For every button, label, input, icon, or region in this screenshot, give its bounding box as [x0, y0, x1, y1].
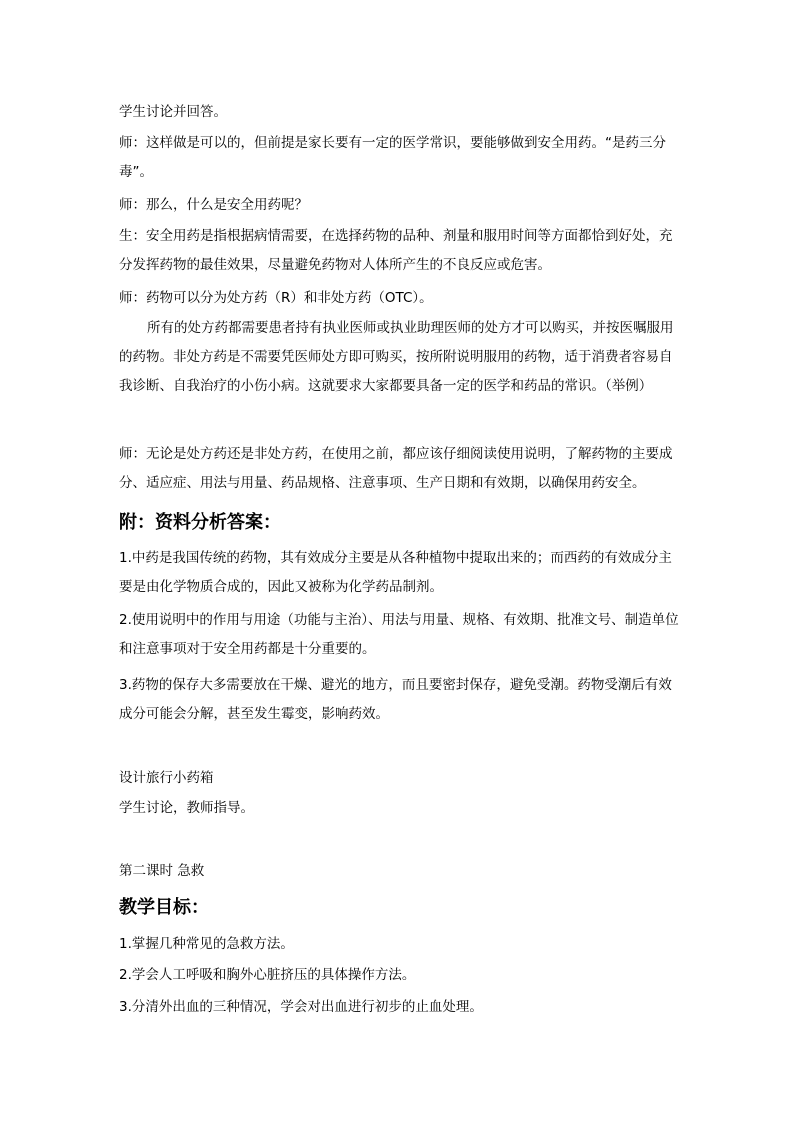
paragraph-student-answer: 生：安全用药是指根据病情需要，在选择药物的品种、剂量和服用时间等方面都恰到好处，充分发挥药物的最佳效果，尽量避免药物对人体所产生的不良反应或危害。	[119, 228, 673, 273]
lesson-title: 第二课时 急救	[119, 863, 205, 879]
answer-item-1: 1.中药是我国传统的药物，其有效成分主要是从各种植物中提取出来的；而西药的有效成分主要是由化学物质合成的，因此又被称为化学药品制剂。	[119, 550, 672, 595]
goal-item-3: 3.分清外出血的三种情况，学会对出血进行初步的止血处理。	[119, 999, 483, 1015]
goal-item-2: 2.学会人工呼吸和胸外心脏挤压的具体操作方法。	[119, 967, 416, 983]
heading-answers: 附：资料分析答案：	[119, 512, 281, 533]
answer-item-2: 2.使用说明中的作用与用途（功能与主治）、用法与用量、规格、有效期、批准文号、制造单位和注意事项对于安全用药都是十分重要的。	[119, 612, 679, 657]
paragraph-travel-kit: 学生讨论，教师指导。	[119, 800, 254, 816]
answer-item-3: 3.药物的保存大多需要放在干燥、避光的地方，而且要密封保存，避免受潮。药物受潮后有效成分可能会分解，甚至发生霉变，影响药效。	[119, 677, 672, 722]
goal-item-1: 1.掌握几种常见的急救方法。	[119, 936, 294, 952]
section-title-travel-kit: 设计旅行小药箱	[119, 770, 214, 786]
paragraph-prescription-explanation: 所有的处方药都需要患者持有执业医师或执业助理医师的处方才可以购买，并按医嘱服用的药物。非处方药是不需要凭医师处方即可购买，按所附说明服用的药物，适于消费者容易自我诊断、自我治疗的小伤小病。这就要求大家都要具备一定的医学和药品的常识。（举例）	[119, 320, 674, 394]
paragraph-drug-classes: 师：药物可以分为处方药（R）和非处方药（OTC）。	[119, 290, 433, 306]
heading-goals: 教学目标：	[119, 897, 209, 918]
paragraph-teacher-safe-use: 师：这样做是可以的，但前提是家长要有一定的医学常识，要能够做到安全用药。“是药三分毒”。	[119, 135, 666, 180]
paragraph-teacher-read-instructions: 师：无论是处方药还是非处方药，在使用之前，都应该仔细阅读使用说明，了解药物的主要成分、适应症、用法与用量、药品规格、注意事项、生产日期和有效期，以确保用药安全。	[119, 446, 673, 491]
paragraph-students-discuss: 学生讨论并回答。	[119, 104, 227, 120]
paragraph-teacher-question: 师：那么，什么是安全用药呢？	[119, 197, 308, 213]
